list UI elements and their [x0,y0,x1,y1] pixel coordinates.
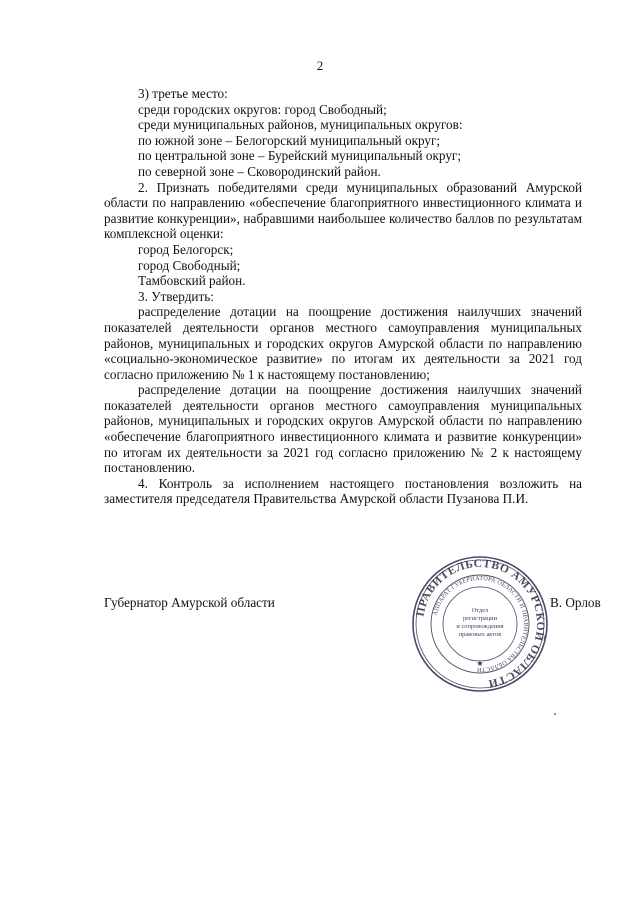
paragraph: город Свободный; [138,257,241,273]
paragraph: по южной зоне – Белогорский муниципальный округ; [138,132,441,148]
paragraph: 4. Контроль за исполнением настоящего постановления возложить на заместителя председателя Правительства Амурской области Пузанова П.И. [104,475,582,507]
paragraph: 3) третье место: [138,86,228,101]
seal-center-line: регистрации [462,615,498,622]
seal-star-icon: ★ [476,659,484,668]
scan-speck [554,713,556,715]
seal-center-line: правовых актов [458,631,502,638]
paragraph: распределение дотации на поощрение достижения наилучших значений показателей деятельности органов местного самоуправления муниципальных районов, муниципальных и городских округов Амурской области по направлению «социально-экономическое развитие» по итогам их деятельности за 2021 год согласно приложению № 1 к настоящему постановлению; [104,304,582,382]
paragraph: по центральной зоне – Бурейский муниципальный округ; [138,148,461,164]
signatory-name: В. Орлов [550,595,601,610]
seal-inner-text: АППАРАТ ГУБЕРНАТОРА ОБЛАСТИ И ПРАВИТЕЛЬСТВА ОБЛАСТИ [431,574,530,674]
page-number: 2 [316,58,324,73]
seal-center-line: Отдел [471,607,489,614]
paragraph: по северной зоне – Сковородинский район. [138,163,381,179]
paragraph: распределение дотации на поощрение достижения наилучших значений показателей деятельности органов местного самоуправления муниципальных районов, муниципальных и городских округов Амурской области по направлению «обеспечение благоприятного инвестиционного климата и развитие конкуренции» по итогам их деятельности за 2021 год согласно приложению № 2 к настоящему постановлению. [104,382,582,476]
paragraph: среди городских округов: город Свободный; [138,101,387,117]
paragraph: среди муниципальных районов, муниципальных округов: [138,117,463,133]
paragraph: Тамбовский район. [138,273,246,289]
paragraph: город Белогорск; [138,241,234,257]
document-body [104,86,582,507]
paragraph: 2. Признать победителями среди муниципальных образований Амурской области по направлению «обеспечение благоприятного инвестиционного климата и развитие конкуренции», набравшими наибольшее количество баллов по результатам комплексной оценки: [104,179,582,242]
seal-outer-text: ПРАВИТЕЛЬСТВО АМУРСКОЙ ОБЛАСТИ [414,557,547,690]
official-seal [410,554,550,694]
signatory-title: Губернатор Амурской области [104,595,275,610]
paragraph: 3. Утвердить: [138,288,214,304]
seal-center-line: и сопровождения [456,623,504,630]
